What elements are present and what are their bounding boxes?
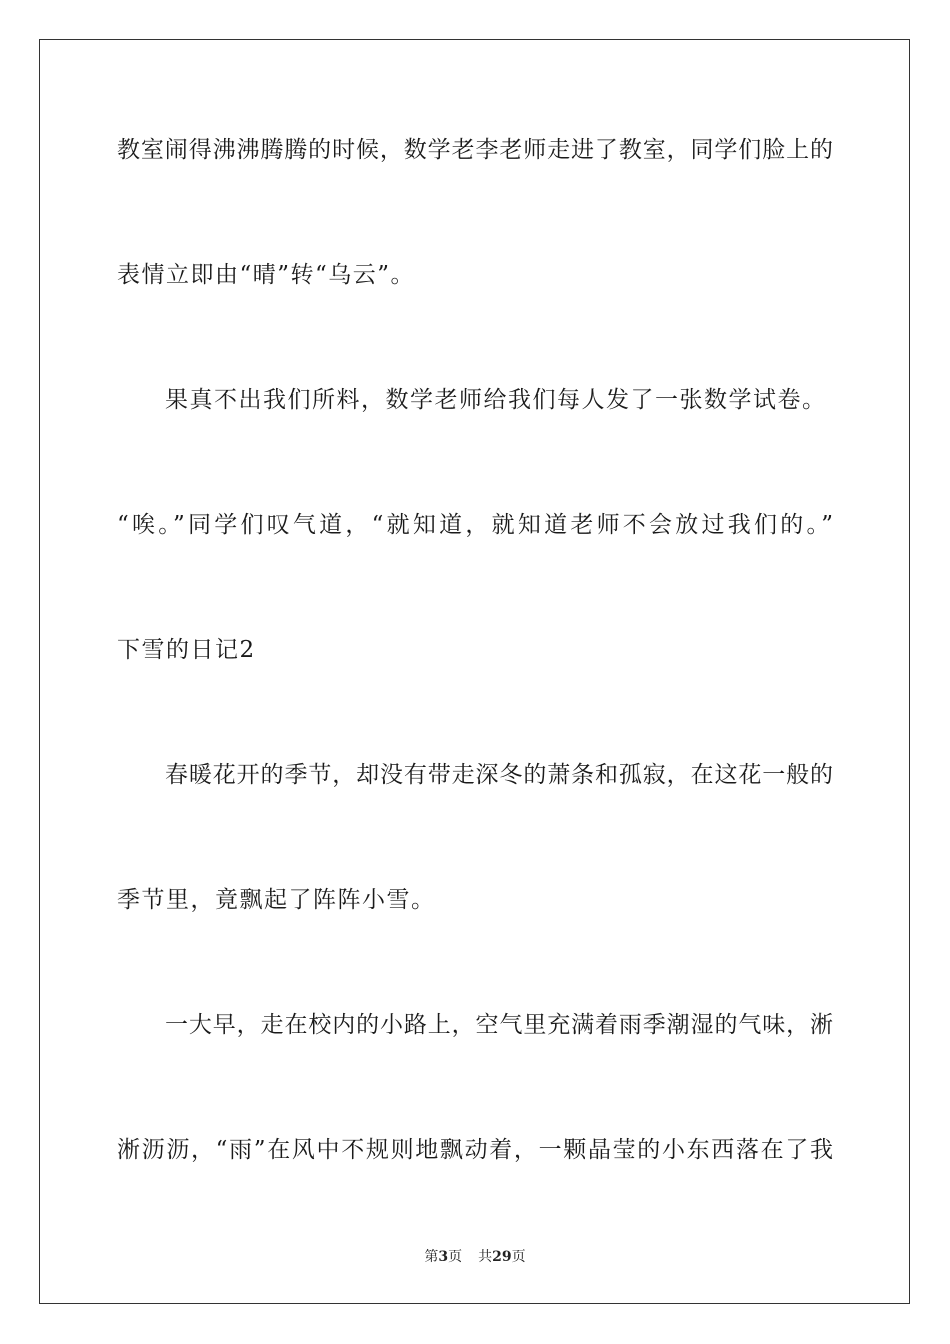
total-pages: 29 — [492, 1249, 512, 1265]
paragraph-line-9: 淅沥沥，“雨”在风中不规则地飘动着，一颗晶莹的小东西落在了我 — [117, 1137, 833, 1163]
page-footer — [0, 1248, 950, 1266]
paragraph-line-6: 春暖花开的季节，却没有带走深冬的萧条和孤寂，在这花一般的 — [165, 762, 833, 788]
total-prefix: 共 — [478, 1249, 493, 1265]
page-number: 3 — [438, 1249, 449, 1265]
paragraph-line-7: 季节里，竟飘起了阵阵小雪。 — [117, 887, 436, 913]
section-heading: 下雪的日记2 — [117, 637, 256, 663]
page-border — [39, 39, 910, 1304]
paragraph-line-8: 一大早，走在校内的小路上，空气里充满着雨季潮湿的气味，淅 — [165, 1012, 833, 1038]
paragraph-line-3: 果真不出我们所料，数学老师给我们每人发了一张数学试卷。 — [165, 387, 827, 413]
paragraph-line-2: 表情立即由“晴”转“乌云”。 — [117, 262, 416, 288]
page-suffix: 页 — [448, 1249, 463, 1265]
page-prefix: 第 — [424, 1249, 439, 1265]
paragraph-line-4: “唉。”同学们叹气道，“就知道，就知道老师不会放过我们的。” — [117, 512, 833, 538]
total-suffix: 页 — [511, 1249, 526, 1265]
paragraph-line-1: 教室闹得沸沸腾腾的时候，数学老李老师走进了教室，同学们脸上的 — [117, 137, 833, 163]
